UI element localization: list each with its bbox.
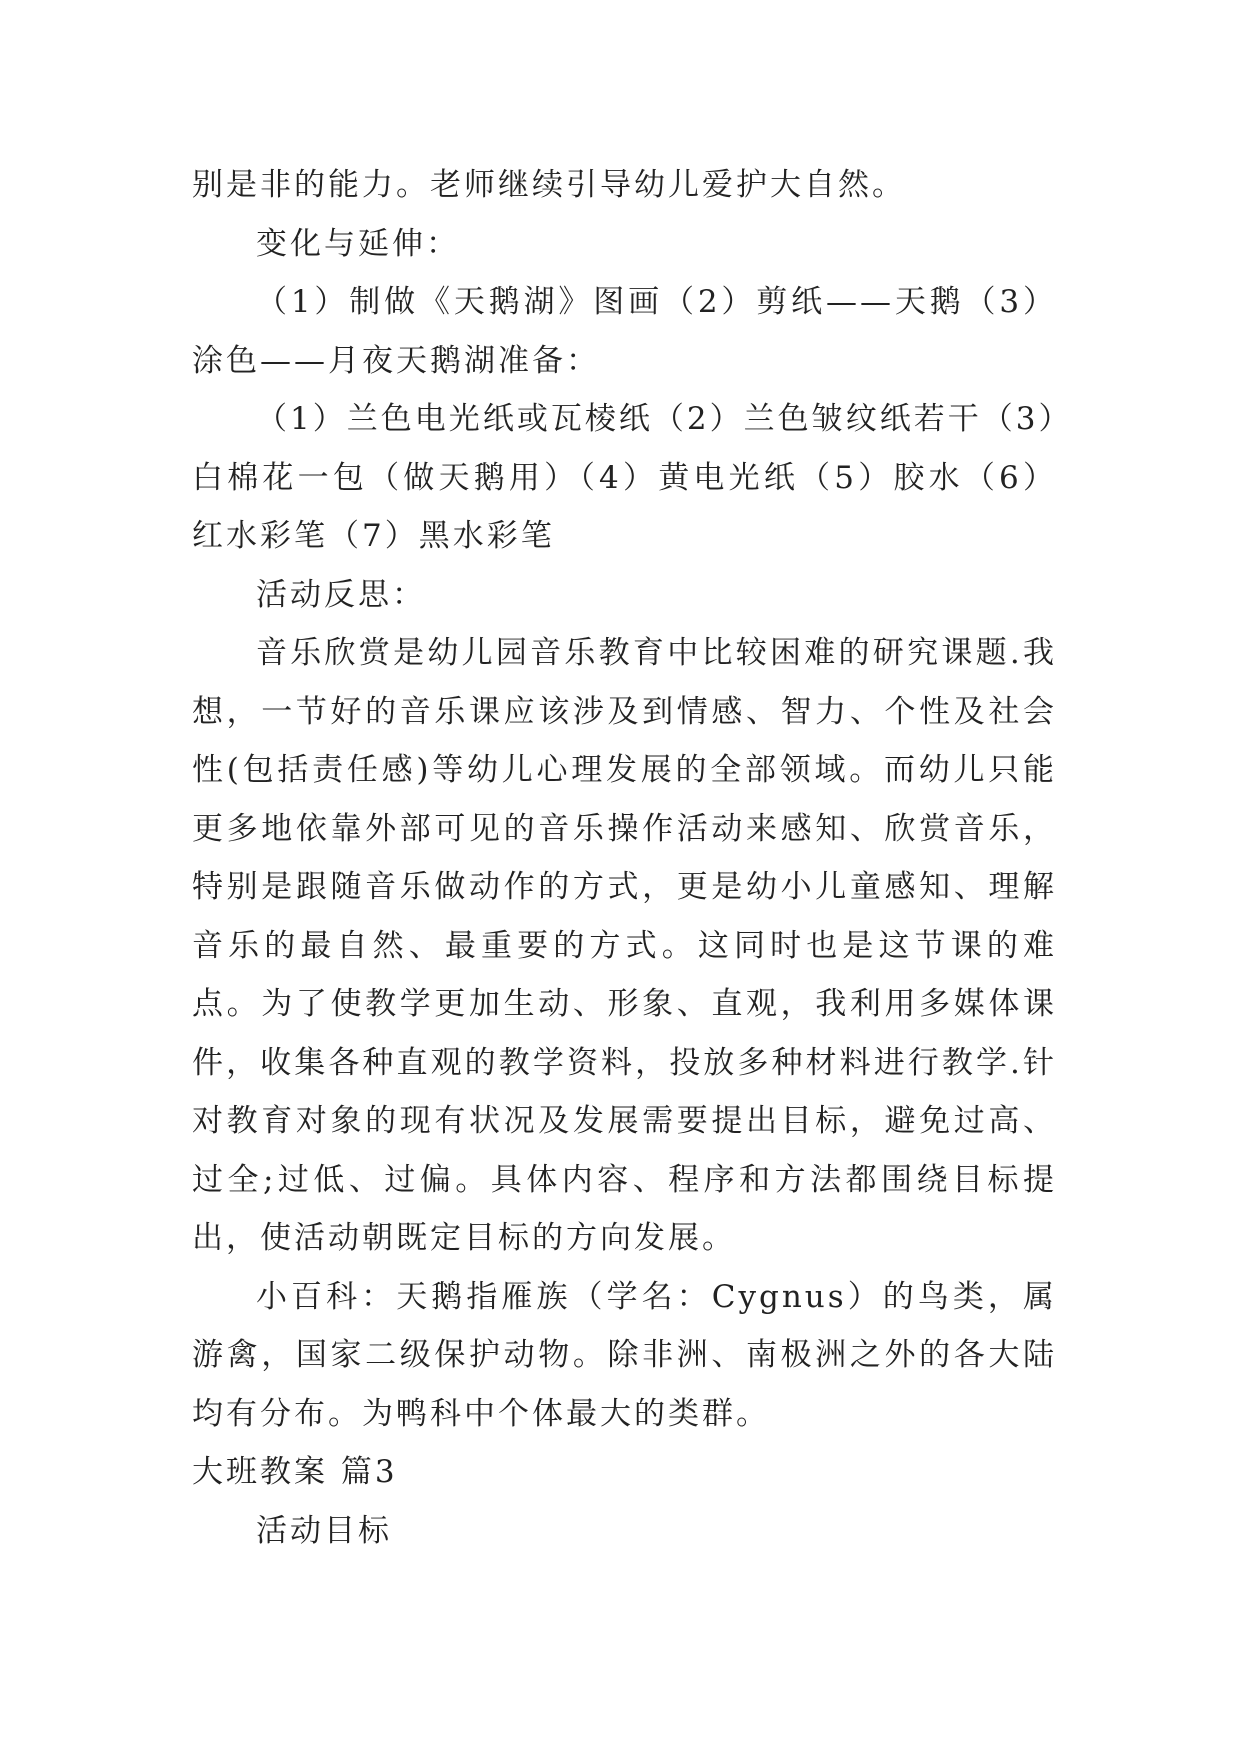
heading-activity-goals: 活动目标 bbox=[256, 1512, 392, 1549]
paragraph-materials-list: （1）兰色电光纸或瓦棱纸（2）兰色皱纹纸若干（3）白棉花一包（做天鹅用）（4）黄电光纸（5）胶水（6）红水彩笔（7）黑水彩笔 bbox=[192, 401, 1057, 554]
paragraph-reflection-body: 音乐欣赏是幼儿园音乐教育中比较困难的研究课题.我想，一节好的音乐课应该涉及到情感、智力、个性及社会性(包括责任感)等幼儿心理发展的全部领域。而幼儿只能更多地依靠外部可见的音乐操作活动来感知、欣赏音乐，特别是跟随音乐做动作的方式，更是幼小儿童感知、理解音乐的最自然、最重要的方式。这同时也是这节课的难点。为了使教学更加生动、形象、直观，我利用多媒体课件，收集各种直观的教学资料，投放多种材料进行教学.针对教育对象的现有状况及发展需要提出目标，避免过高、过全;过低、过偏。具体内容、程序和方法都围绕目标提出，使活动朝既定目标的方向发展。 bbox=[192, 635, 1057, 1256]
heading-variation-extension: 变化与延伸： bbox=[256, 225, 460, 262]
document-body bbox=[192, 156, 1057, 1560]
paragraph-variation-list: （1）制做《天鹅湖》图画（2）剪纸——天鹅（3）涂色——月夜天鹅湖准备： bbox=[192, 284, 1057, 379]
paragraph-encyclopedia: 小百科：天鹅指雁族（学名：Cygnus）的鸟类，属游禽，国家二级保护动物。除非洲、南极洲之外的各大陆均有分布。为鸭科中个体最大的类群。 bbox=[192, 1278, 1057, 1432]
heading-activity-reflection: 活动反思： bbox=[256, 576, 426, 613]
section-title-lesson-plan-3: 大班教案 篇3 bbox=[192, 1454, 398, 1490]
paragraph-continuation: 别是非的能力。老师继续引导幼儿爱护大自然。 bbox=[192, 167, 906, 203]
